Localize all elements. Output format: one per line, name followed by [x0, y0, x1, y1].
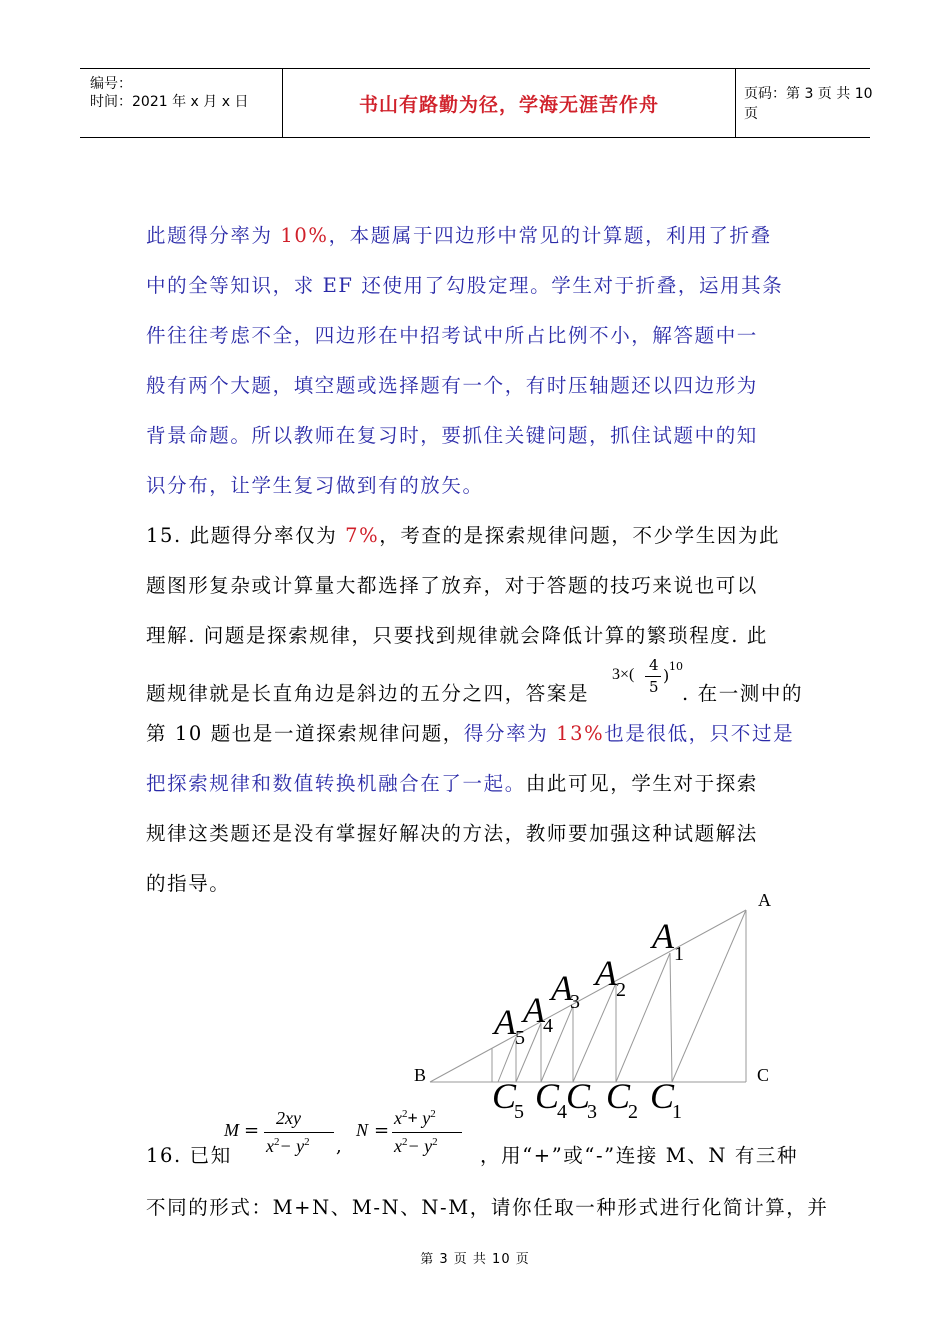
text-line: 不同的形式：M+N、M-N、N-M，请你任取一种形式进行化简计算，并 [146, 1196, 829, 1219]
text-line: 理解. 问题是探索规律，只要找到规律就会降低计算的繁琐程度. 此 [146, 624, 768, 647]
sub-C2: 2 [628, 1101, 638, 1123]
label-C5: C [492, 1076, 517, 1116]
text-line: 把探索规律和数值转换机融合在了一起。由此可见，学生对于探索 [146, 772, 758, 795]
fraction-numerator: 2xy [276, 1108, 301, 1128]
fraction-bar [392, 1132, 462, 1133]
sub-C5: 5 [514, 1101, 524, 1123]
sub-A4: 4 [543, 1015, 553, 1037]
text-line: 中的全等知识，求 EF 还使用了勾股定理。学生对于折叠，运用其条 [146, 274, 784, 297]
exponent: 10 [669, 660, 683, 673]
sub-A5: 5 [515, 1027, 525, 1049]
label-C2: C [606, 1076, 631, 1116]
label-C3: C [566, 1076, 591, 1116]
text-line: 识分布，让学生复习做到有的放矢。 [146, 474, 484, 497]
text-line: . 在一测中的 [682, 682, 804, 705]
vertex-label-A: A [758, 890, 771, 910]
sub-A3: 3 [570, 991, 580, 1013]
sub-C1: 1 [672, 1101, 682, 1123]
label-A4: A [523, 990, 545, 1030]
formula-M: M = 2xy $x^2- y^2$ , [224, 1108, 342, 1157]
fraction-denominator: 5 [649, 678, 659, 696]
sub-A1: 1 [674, 943, 684, 965]
header-motto: 书山有路勤为径，学海无涯苦作舟 [358, 93, 659, 116]
label-A2: A [595, 953, 617, 993]
formula-N: N = $x^2+ y^2$ $x^2- y^2$ [356, 1108, 476, 1164]
fraction-numerator: 4 [649, 656, 659, 674]
text-line: 般有两个大题，填空题或选择题有一个，有时压轴题还以四边形为 [146, 374, 758, 397]
label-C1: C [650, 1076, 675, 1116]
text-line: 件往往考虑不全，四边形在中招考试中所占比例不小，解答题中一 [146, 324, 758, 347]
header-serial: 编号： [90, 76, 132, 92]
text-line: 题规律就是长直角边是斜边的五分之四，答案是 [146, 682, 590, 705]
text-line: 15. 此题得分率仅为 7%，考查的是探索规律问题，不少学生因为此 [146, 524, 781, 547]
fraction-numerator: $x^2+ y^2$ [394, 1108, 436, 1128]
sub-C4: 4 [557, 1101, 567, 1123]
label-C4: C [535, 1076, 560, 1116]
page-footer: 第 3 页 共 10 页 [420, 1252, 530, 1267]
answer-formula: 3×( 4 5 ) 10 [612, 656, 683, 696]
label-A5: A [494, 1002, 516, 1042]
vertex-label-C: C [757, 1065, 770, 1085]
label-A3: A [551, 968, 573, 1008]
text-line: 题图形复杂或计算量大都选择了放弃，对于答题的技巧来说也可以 [146, 574, 758, 597]
header-date: 时间：2021 年 x 月 x 日 [90, 94, 249, 110]
text-line: ，用“+”或“-”连接 M、N 有三种 [480, 1144, 799, 1167]
vertex-label-B: B [414, 1065, 427, 1085]
label-A1: A [652, 916, 674, 956]
sub-C3: 3 [587, 1101, 597, 1123]
text-line: 此题得分率为 10%，本题属于四边形中常见的计算题，利用了折叠 [146, 224, 772, 247]
text-line: 的指导。 [146, 872, 231, 895]
text-line: 第 10 题也是一道探索规律问题，得分率为 13%也是很低，只不过是 [146, 722, 795, 745]
fraction-bar [264, 1132, 334, 1133]
sub-A2: 2 [616, 979, 626, 1001]
fraction-denominator: $x^2- y^2$ [266, 1136, 310, 1156]
text-line: 16. 已知 [146, 1144, 232, 1167]
fraction-denominator: $x^2- y^2$ [394, 1136, 438, 1156]
header-page-info: 页码：第 3 页 共 10 页 [744, 86, 873, 122]
text-line: 背景命题。所以教师在复习时，要抓住关键问题，抓住试题中的知 [146, 424, 758, 447]
text-line: 规律这类题还是没有掌握好解决的方法，教师要加强这种试题解法 [146, 822, 758, 845]
